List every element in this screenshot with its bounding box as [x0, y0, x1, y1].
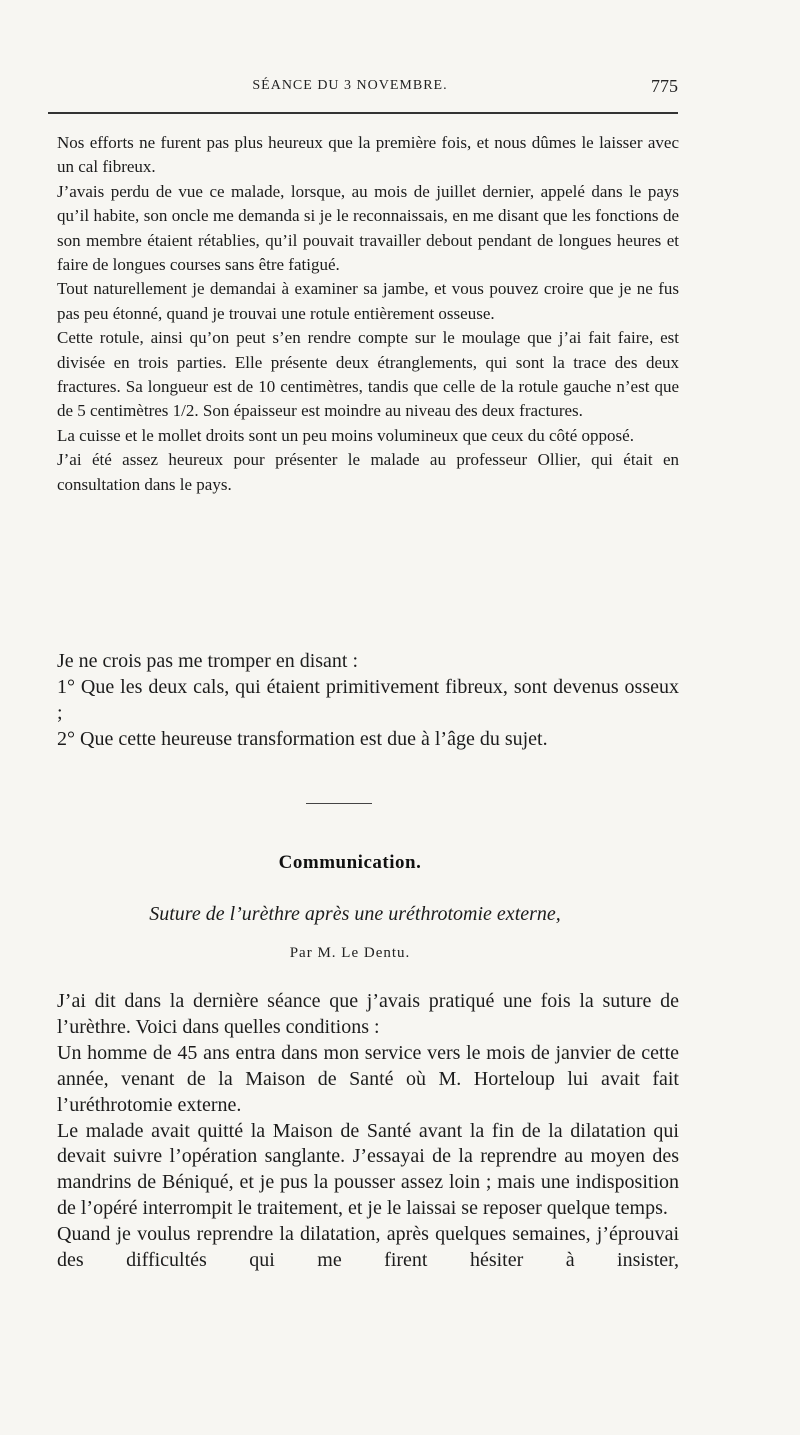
paragraph: Nos efforts ne furent pas plus heureux que la première fois, et nous dûmes le laisser avec un cal fibreux. [57, 133, 679, 177]
paragraph: Tout naturellement je demandai à examiner sa jambe, et vous pouvez croire que je ne fus pas peu étonné, quand je trouvai une rotule entièrement osseuse. [57, 279, 679, 323]
paragraph: Un homme de 45 ans entra dans mon service vers le mois de janvier de cette année, venant de la Maison de Santé où M. Horteloup lui avait fait l’uréthrotomie externe. [57, 1041, 679, 1116]
running-header-title: SÉANCE DU 3 NOVEMBRE. [252, 78, 448, 93]
paragraph: La cuisse et le mollet droits sont un peu moins volumineux que ceux du côté opposé. [57, 425, 634, 445]
page-number: 775 [651, 76, 678, 96]
conclusion-point-2: 2° Que cette heureuse transformation est due à l’âge du sujet. [57, 727, 548, 750]
paragraph: J’ai été assez heureux pour présenter le malade au professeur Ollier, qui était en consultation dans le pays. [57, 450, 679, 494]
section-heading: Communication. [278, 852, 422, 873]
case-report-text [57, 131, 679, 497]
paragraph: Le malade avait quitté la Maison de Santé avant la fin de la dilatation qui devait suivre l’opération sanglante. J’essayai de la reprendre au moyen des mandrins de Béniqué, et je pus la pousser assez loin ; mais une indisposition de l’opéré interrompit le traitement, et je le laissai se reposer quelque temps. [57, 1119, 679, 1220]
paragraph: J’ai dit dans la dernière séance que j’avais pratiqué une fois la suture de l’urèthre. Voici dans quelles conditions : [57, 990, 679, 1038]
conclusion-intro: Je ne crois pas me tromper en disant : [57, 650, 359, 672]
conclusion-point-1: 1° Que les deux cals, qui étaient primitivement fibreux, sont devenus osseux ; [57, 675, 679, 724]
article-title: Suture de l’urèthre après une uréthrotomie externe, [149, 903, 561, 925]
conclusion-text [57, 649, 679, 753]
paragraph: Quand je voulus reprendre la dilatation, après quelques semaines, j’éprouvai des difficultés qui me firent hésiter à insister, [57, 1223, 679, 1272]
communication-text [57, 989, 679, 1274]
paragraph: J’avais perdu de vue ce malade, lorsque, au mois de juillet dernier, appelé dans le pays qu’il habite, son oncle me demanda si je le reconnaissais, en me disant que les fonctions de son membre étaient rétablies, qu’il pouvait travailler debout pendant de longues heures et faire de longues courses sans être fatigué. [57, 181, 679, 275]
article-author: Par M. Le Dentu. [289, 945, 411, 961]
header-rule [48, 112, 678, 114]
section-separator [306, 803, 372, 804]
paragraph: Cette rotule, ainsi qu’on peut s’en rendre compte sur le moulage que j’ai fait faire, est divisée en trois parties. Elle présente deux étranglements, qui sont la trace des deux fractures. Sa longueur est de 10 centimètres, tandis que celle de la rotule gauche n’est que de 5 centimètres 1/2. Son épaisseur est moindre au niveau des deux fractures. [57, 328, 679, 421]
